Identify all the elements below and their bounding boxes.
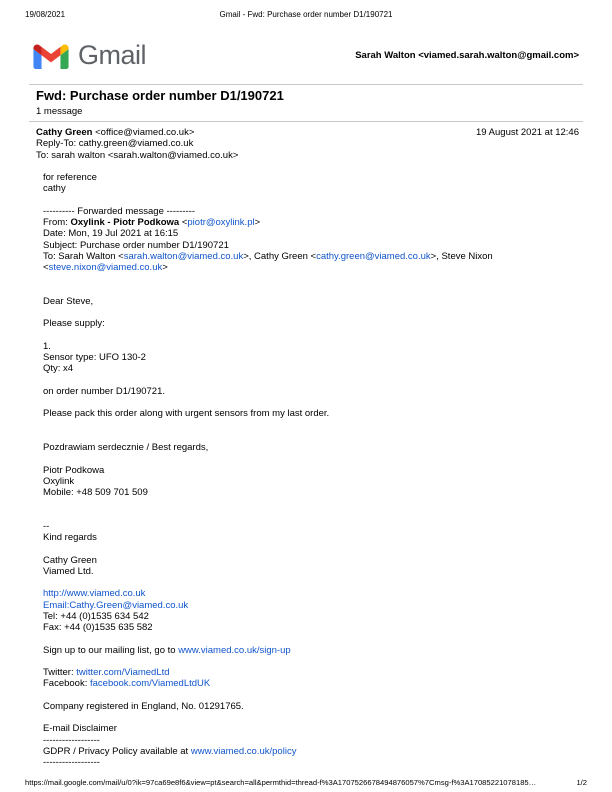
body-line — [43, 555, 584, 566]
body-text: Viamed Ltd. — [43, 565, 94, 577]
body-line — [43, 217, 584, 228]
body-text-bold: Oxylink - Piotr Podkowa — [70, 217, 180, 228]
body-line — [43, 656, 584, 667]
gmail-m-icon — [33, 42, 69, 69]
email-link[interactable]: www.viamed.co.uk/sign-up — [178, 644, 291, 656]
body-text: Pozdrawiam serdecznie / Best regards, — [43, 442, 209, 453]
body-line — [43, 701, 584, 712]
email-link[interactable]: twitter.com/ViamedLtd — [76, 667, 170, 678]
reply-to-line: Reply-To: cathy.green@viamed.co.uk — [36, 138, 194, 150]
body-line — [43, 431, 584, 442]
body-text: Kind regards — [43, 532, 97, 543]
body-line — [43, 397, 584, 408]
message-count: 1 message — [36, 106, 83, 117]
body-text: Please supply: — [43, 318, 105, 330]
email-link[interactable]: facebook.com/ViamedLtdUK — [90, 678, 211, 690]
print-header-spacer — [392, 10, 587, 19]
body-line — [43, 285, 584, 296]
body-line — [43, 251, 584, 262]
body-text: Tel: +44 (0)1535 634 542 — [43, 610, 149, 622]
body-line — [43, 723, 584, 734]
print-footer — [25, 778, 587, 787]
body-line — [43, 690, 584, 701]
body-text: Subject: Purchase order number D1/190721 — [43, 239, 229, 251]
body-text: < — [43, 262, 49, 273]
email-link[interactable]: sarah.walton@viamed.co.uk — [123, 250, 244, 262]
email-link[interactable]: http://www.viamed.co.uk — [43, 588, 146, 600]
body-line — [43, 600, 584, 611]
divider-message — [29, 121, 583, 122]
body-text: Qty: x4 — [43, 363, 74, 375]
body-line — [43, 510, 584, 521]
body-text: E-mail Disclaimer — [43, 723, 117, 735]
body-line — [43, 420, 584, 431]
body-text: To: Sarah Walton < — [43, 250, 124, 262]
body-line — [43, 363, 584, 374]
email-link[interactable]: www.viamed.co.uk/policy — [190, 745, 297, 757]
body-line — [43, 588, 584, 599]
email-link[interactable]: steve.nixon@viamed.co.uk — [48, 262, 163, 273]
body-line — [43, 341, 584, 352]
body-line — [43, 746, 584, 757]
email-subject: Fwd: Purchase order number D1/190721 — [36, 88, 284, 103]
body-line — [43, 735, 584, 746]
body-line — [43, 183, 584, 194]
body-text: Facebook: — [43, 678, 90, 690]
body-line — [43, 273, 584, 284]
body-text: Mobile: +48 509 701 509 — [43, 487, 148, 498]
email-link[interactable]: Email:Cathy.Green@viamed.co.uk — [43, 599, 189, 611]
body-text: on order number D1/190721. — [43, 385, 165, 397]
footer-page-number: 1/2 — [576, 778, 587, 787]
from-name: Cathy Green — [36, 127, 93, 138]
body-text: for reference — [43, 172, 97, 183]
body-line — [43, 195, 584, 206]
footer-url: https://mail.google.com/mail/u/0?ik=97ca69e8f6&view=pt&search=all&permthid=thread-f%3A1707526678494876057%7Cmsg-f%3A17085221078185… — [25, 778, 537, 787]
gmail-logo — [33, 40, 146, 71]
body-line — [43, 375, 584, 386]
body-text: Company registered in England, No. 01291765. — [43, 700, 244, 712]
body-line — [43, 465, 584, 476]
body-line — [43, 206, 584, 217]
message-date: 19 August 2021 at 12:46 — [475, 127, 579, 138]
body-line — [43, 307, 584, 318]
body-line — [43, 678, 584, 689]
body-line — [43, 228, 584, 239]
body-text: ---------- Forwarded message --------- — [43, 205, 195, 217]
body-line — [43, 262, 584, 273]
from-address: <office@viamed.co.uk> — [92, 127, 195, 138]
body-line — [43, 352, 584, 363]
body-text: >, Steve Nixon — [430, 250, 493, 262]
body-text: Dear Steve, — [43, 295, 94, 307]
body-line — [43, 532, 584, 543]
body-line — [43, 521, 584, 532]
body-line — [43, 645, 584, 656]
body-text: 1. — [43, 340, 51, 352]
body-text: Fax: +44 (0)1535 635 582 — [43, 622, 153, 633]
body-text: > — [254, 217, 261, 228]
body-line — [43, 577, 584, 588]
gmail-logo-text: Gmail — [78, 40, 147, 70]
body-line — [43, 453, 584, 464]
body-text: From: — [43, 217, 71, 228]
print-title: Gmail - Fwd: Purchase order number D1/190721 — [219, 10, 393, 19]
divider-top — [29, 84, 583, 85]
account-email: Sarah Walton <viamed.sarah.walton@gmail.com> — [355, 50, 579, 61]
print-date: 19/08/2021 — [25, 10, 66, 19]
body-line — [43, 330, 584, 341]
body-text: -- — [43, 520, 50, 532]
body-text: >, Cathy Green < — [243, 250, 317, 262]
body-text: ------------------ — [43, 734, 100, 746]
body-line — [43, 566, 584, 577]
body-text: > — [162, 262, 168, 273]
body-text: cathy — [43, 183, 66, 195]
from-row — [36, 127, 579, 138]
body-line — [43, 712, 584, 723]
email-link[interactable]: cathy.green@viamed.co.uk — [316, 250, 431, 262]
body-text: GDPR / Privacy Policy available at — [43, 745, 191, 757]
body-line — [43, 172, 584, 183]
body-text: Twitter: — [43, 667, 77, 678]
body-line — [43, 498, 584, 509]
body-text: Please pack this order along with urgent sensors from my last order. — [43, 408, 330, 420]
from-line — [36, 127, 194, 138]
body-line — [43, 386, 584, 397]
email-body — [43, 172, 584, 768]
body-line — [43, 476, 584, 487]
message-meta — [36, 127, 579, 161]
body-line — [43, 442, 584, 453]
print-header — [25, 10, 587, 19]
email-link[interactable]: piotr@oxylink.pl — [187, 217, 255, 228]
body-text: Sign up to our mailing list, go to — [43, 644, 179, 656]
body-line — [43, 296, 584, 307]
body-text: Sensor type: UFO 130-2 — [43, 352, 146, 363]
body-line — [43, 318, 584, 329]
body-text: Date: Mon, 19 Jul 2021 at 16:15 — [43, 228, 179, 240]
body-text: Piotr Podkowa — [43, 464, 105, 476]
body-line — [43, 543, 584, 554]
to-line: To: sarah walton <sarah.walton@viamed.co.uk> — [36, 149, 239, 161]
body-line — [43, 408, 584, 419]
body-text: Oxylink — [43, 475, 75, 487]
body-line — [43, 240, 584, 251]
body-line — [43, 633, 584, 644]
masthead — [33, 40, 579, 71]
body-line — [43, 667, 584, 678]
body-line — [43, 611, 584, 622]
body-text: ------------------ — [43, 757, 100, 768]
body-line — [43, 622, 584, 633]
body-line — [43, 487, 584, 498]
body-text: Cathy Green — [43, 554, 97, 566]
body-line — [43, 757, 584, 768]
body-text: < — [179, 217, 188, 228]
